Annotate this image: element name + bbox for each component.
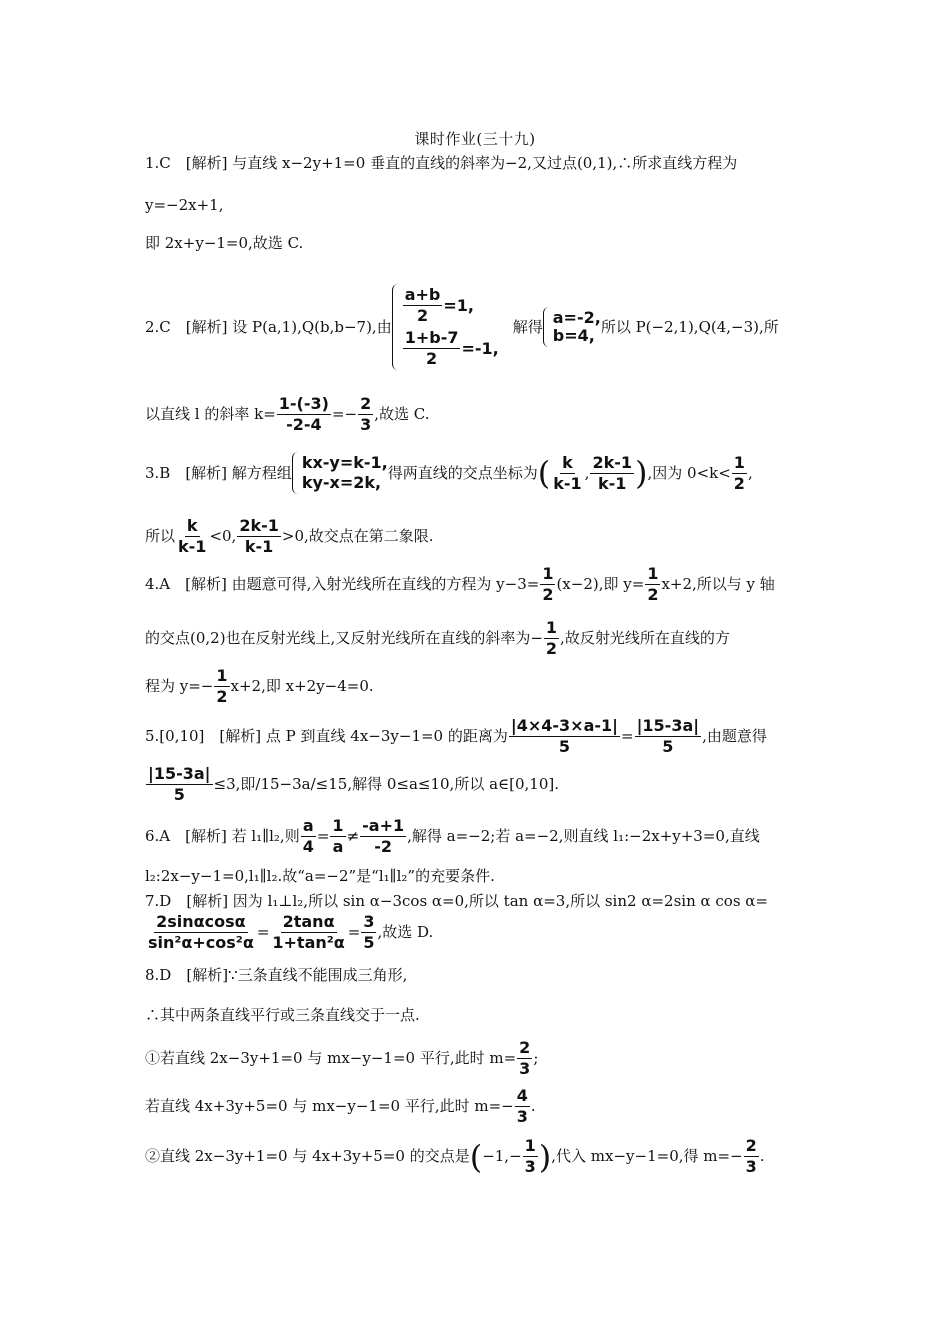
p7-f2: $\frac{2\tan\alpha}{\text{1+tan²α}}$ [272,912,345,952]
p7-f1: $\frac{2\sin\alpha\cos\alpha}{\text{sin²α+cos²α}}$ [148,912,254,952]
right-paren: ) [538,1137,552,1176]
p4-l2-f: $\frac{1}{2}$ [545,618,558,658]
p4-line1: 4.A [解析] 由题意可得,入射光线所在直线的方程为 y−3= $\frac{1}{2}$ (x−2),即 y= $\frac{1}{2}$ x+2,所以与 y 轴 [145,564,775,604]
p3-l2-f1: $\frac{k}{k-1}$ [178,516,207,556]
left-paren: ( [469,1137,483,1176]
p3-line1: 3.B [解析] 解方程组 kx-y=k-1, ky-x=2k, 得两直线的交点坐标为 ( $\frac{k}{k-1}$ , $\frac{2k-1}{k-1}$ ) ,因为 0<k< $\frac{1}{2}$ , [145,452,753,493]
right-paren: ) [635,454,648,492]
p7-f3: $\frac{3}{5}$ [363,912,375,952]
p2-k-frac: $\frac{1-(-3)}{-2-4}$ [278,394,329,434]
page-title: 课时作业(三十九) [414,130,536,148]
p8-l4-f: $\frac{4}{3}$ [516,1086,528,1126]
left-paren: ( [537,454,551,492]
p4-line2: 的交点(0,2)也在反射光线上,又反射光线所在直线的斜率为− $\frac{1}{2}$ ,故反射光线所在直线的方 [145,618,730,658]
p7-line2: $\frac{2\sin\alpha\cos\alpha}{\text{sin²α+cos²α}}$ = $\frac{2\tan\alpha}{\text{1+tan²α}}$ = $\frac{3}{5}$ ,故选 D. [148,912,434,952]
p3-system: kx-y=k-1, ky-x=2k, [292,452,388,494]
p8-l5-f2: $\frac{2}{3}$ [745,1136,757,1176]
p8-l5-f: $\frac{1}{3}$ [524,1136,536,1176]
p6-line2: l₂:2x−y−1=0,l₁∥l₂.故“a=−2”是“l₁∥l₂”的充要条件. [145,867,495,885]
p2-k2-frac: $\frac{2}{3}$ [360,394,372,434]
p4-l3-f: $\frac{1}{2}$ [216,666,228,706]
p8-line3: ①若直线 2x−3y+1=0 与 mx−y−1=0 平行,此时 m= $\frac{2}{3}$ ; [145,1038,539,1078]
p2-line1 [145,284,779,370]
p8-line4: 若直线 4x+3y+5=0 与 mx−y−1=0 平行,此时 m=− $\frac{4}{3}$ . [145,1086,536,1126]
p5-l2-f: $\frac{|15-3a|}{5}$ [148,764,211,804]
p1-line2: y=−2x+1, [145,196,224,214]
p7-line1: 7.D [解析] 因为 l₁⊥l₂,所以 sin α−3cos α=0,所以 tan α=3,所以 sin2 α=2sin α cos α= [145,892,768,910]
p4-line3: 程为 y=− $\frac{1}{2}$ x+2,即 x+2y−4=0. [145,666,374,706]
p5-l1-f1: $\frac{|4\times 4-3\times a-1|}{5}$ [510,716,618,756]
p2-line2: 以直线 l 的斜率 k= $\frac{1-(-3)}{-2-4}$ =− $\frac{2}{3}$ ,故选 C. [145,394,430,434]
p2-pre: 2.C [解析] 设 P(a,1),Q(b,b−7),由 [145,317,392,336]
p2-solution: a=-2, b=4, [543,307,601,347]
p5-l1-f2: $\frac{|15-3a|}{5}$ [636,716,700,756]
p1-line3: 即 2x+y−1=0,故选 C. [145,234,304,252]
p1-line1: 1.C [解析] 与直线 x−2y+1=0 垂直的直线的斜率为−2,又过点(0,1),∴所求直线方程为 [145,154,738,172]
p2-system: $\frac{a+b}{2}$ =1, $\frac{1+b-7}{2}$ =-1, [392,284,499,370]
p8-line1: 8.D [解析]∵三条直线不能围成三角形, [145,966,408,984]
p3-f3: $\frac{1}{2}$ [733,452,745,493]
p8-line2: ∴其中两条直线平行或三条直线交于一点. [145,1006,420,1024]
p4-l1-f1: $\frac{1}{2}$ [542,564,554,604]
p8-l3-f: $\frac{2}{3}$ [519,1038,531,1078]
p3-f2: $\frac{2k-1}{k-1}$ [592,452,632,493]
p6-f1: $\frac{a}{4}$ [302,816,314,856]
p2-sys2-frac: $\frac{1+b-7}{2}$ [404,328,459,368]
p3-l2-f2: $\frac{2k-1}{k-1}$ [239,516,279,556]
p5-line1: 5.[0,10] [解析] 点 P 到直线 4x−3y−1=0 的距离为 $\frac{|4\times 4-3\times a-1|}{5}$ = $\frac{|15-3a|}{5}$ ,由题意得 [145,716,767,756]
p8-line5: ②直线 2x−3y+1=0 与 4x+3y+5=0 的交点是 ( −1,− $\frac{1}{3}$ ) ,代入 mx−y−1=0,得 m=− $\frac{2}{3}$ . [145,1136,765,1176]
p6-f2: $\frac{1}{a}$ [332,816,344,856]
p5-line2: $\frac{|15-3a|}{5}$ ≤3,即/15−3a/≤15,解得 0≤a≤10,所以 a∈[0,10]. [148,764,560,804]
p6-line1: 6.A [解析] 若 l₁∥l₂,则 $\frac{a}{4}$ = $\frac{1}{a}$ ≠ $\frac{-a+1}{-2}$ ,解得 a=−2;若 a=−2,则直线 l₁:−2x+y+3=0,直线 [145,816,760,856]
p2-mid: 解得 [512,317,543,336]
p4-l1-f2: $\frac{1}{2}$ [647,564,659,604]
p3-f1: $\frac{k}{k-1}$ [553,452,582,493]
p6-f3: $\frac{-a+1}{-2}$ [362,816,405,856]
p2-post: 所以 P(−2,1),Q(4,−3),所 [600,317,779,336]
p2-sys1-frac: $\frac{a+b}{2}$ [404,285,441,325]
p3-line2: 所以 $\frac{k}{k-1}$ <0, $\frac{2k-1}{k-1}$ >0,故交点在第二象限. [145,516,434,556]
